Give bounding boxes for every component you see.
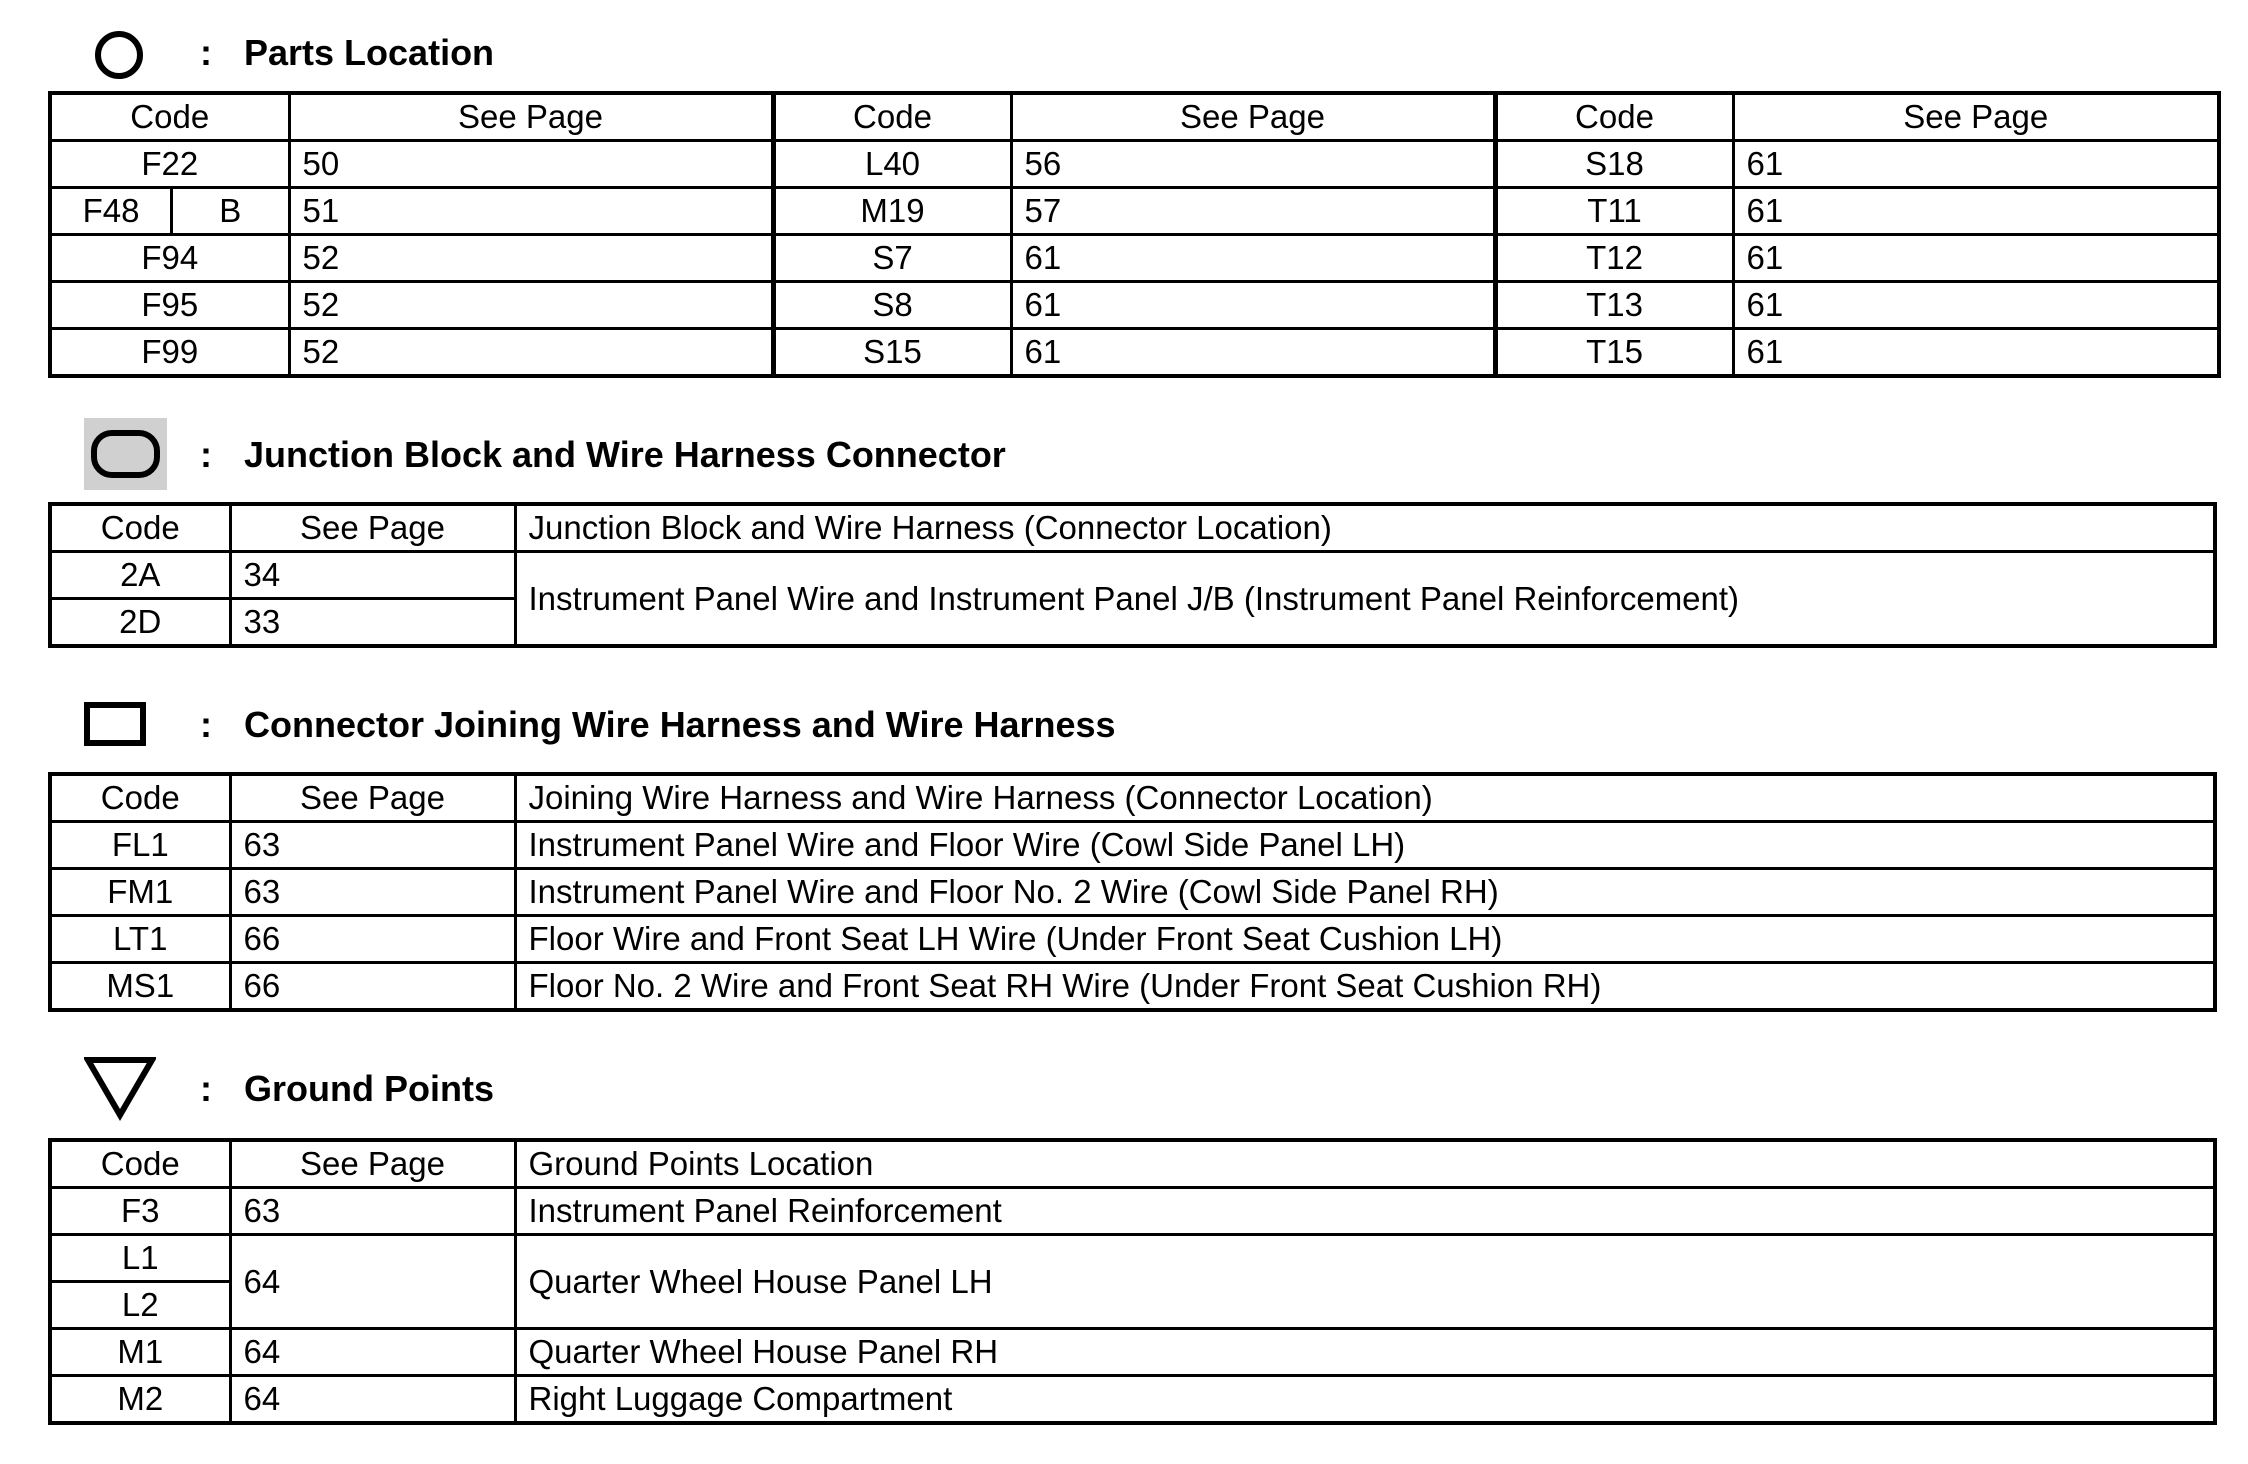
header-code: Code — [50, 774, 230, 822]
code-cell: S7 — [773, 235, 1011, 282]
header-location: Ground Points Location — [515, 1140, 2215, 1188]
page-cell: 56 — [1011, 141, 1495, 188]
header-code: Code — [773, 93, 1011, 141]
page-cell: 63 — [230, 822, 515, 869]
location-cell: Floor Wire and Front Seat LH Wire (Under Front Seat Cushion LH) — [515, 916, 2215, 963]
page-cell: 61 — [1733, 141, 2219, 188]
section-title-junction-block: Junction Block and Wire Harness Connector — [244, 434, 1006, 475]
code-cell: T12 — [1495, 235, 1733, 282]
page-cell: 61 — [1733, 282, 2219, 329]
section-title-ground-points: Ground Points — [244, 1068, 494, 1109]
page-cell: 57 — [1011, 188, 1495, 235]
junction-block-table — [48, 502, 2217, 648]
code-cell-main: F48 — [52, 189, 173, 233]
parts-location-table — [48, 91, 2221, 378]
header-code: Code — [50, 504, 230, 552]
header-location: Junction Block and Wire Harness (Connector Location) — [515, 504, 2215, 552]
table-row — [50, 1188, 2215, 1235]
page-cell: 61 — [1011, 235, 1495, 282]
code-cell: S15 — [773, 329, 1011, 377]
page-cell: 34 — [230, 552, 515, 599]
location-cell: Floor No. 2 Wire and Front Seat RH Wire (Under Front Seat Cushion RH) — [515, 963, 2215, 1011]
page-cell: 66 — [230, 916, 515, 963]
section-colon: : — [200, 434, 212, 475]
table-row — [50, 552, 2215, 599]
page-cell: 33 — [230, 599, 515, 647]
page-cell: 63 — [230, 1188, 515, 1235]
table-header-row — [50, 1140, 2215, 1188]
page-cell: 61 — [1733, 235, 2219, 282]
table-row — [50, 235, 2219, 282]
header-see-page: See Page — [289, 93, 773, 141]
code-cell: FM1 — [50, 869, 230, 916]
section-title-parts-location: Parts Location — [244, 32, 495, 73]
code-cell: M1 — [50, 1329, 230, 1376]
location-cell: Quarter Wheel House Panel RH — [515, 1329, 2215, 1376]
table-row — [50, 1376, 2215, 1424]
page-cell: 61 — [1011, 329, 1495, 377]
code-cell: F95 — [50, 282, 289, 329]
header-location: Joining Wire Harness and Wire Harness (Connector Location) — [515, 774, 2215, 822]
code-cell: S18 — [1495, 141, 1733, 188]
code-cell: T11 — [1495, 188, 1733, 235]
code-cell: LT1 — [50, 916, 230, 963]
table-header-row — [50, 504, 2215, 552]
header-see-page: See Page — [1011, 93, 1495, 141]
table-row — [50, 869, 2215, 916]
section-colon: : — [200, 1068, 212, 1109]
table-row — [50, 329, 2219, 377]
code-cell: T15 — [1495, 329, 1733, 377]
location-cell: Instrument Panel Wire and Instrument Panel J/B (Instrument Panel Reinforcement) — [515, 552, 2215, 647]
code-cell: T13 — [1495, 282, 1733, 329]
table-row — [50, 822, 2215, 869]
header-code: Code — [50, 1140, 230, 1188]
section-colon: : — [200, 704, 212, 745]
page-cell: 64 — [230, 1376, 515, 1424]
circle-icon — [94, 30, 144, 80]
code-cell: F22 — [50, 141, 289, 188]
rectangle-icon — [84, 702, 146, 746]
location-cell: Quarter Wheel House Panel LH — [515, 1235, 2215, 1329]
location-cell: Instrument Panel Wire and Floor No. 2 Wire (Cowl Side Panel RH) — [515, 869, 2215, 916]
code-cell: FL1 — [50, 822, 230, 869]
location-cell: Instrument Panel Wire and Floor Wire (Cowl Side Panel LH) — [515, 822, 2215, 869]
header-see-page: See Page — [230, 1140, 515, 1188]
header-see-page: See Page — [230, 774, 515, 822]
header-see-page: See Page — [230, 504, 515, 552]
code-cell-sub: B — [219, 192, 242, 229]
code-cell: M19 — [773, 188, 1011, 235]
page-cell: 51 — [289, 188, 773, 235]
page-cell: 66 — [230, 963, 515, 1011]
code-cell: M2 — [50, 1376, 230, 1424]
code-cell: F94 — [50, 235, 289, 282]
page-cell: 63 — [230, 869, 515, 916]
table-row — [50, 916, 2215, 963]
table-row — [50, 1235, 2215, 1282]
table-row — [50, 963, 2215, 1011]
connector-joining-table — [48, 772, 2217, 1012]
code-cell: L2 — [50, 1282, 230, 1329]
page-cell: 52 — [289, 235, 773, 282]
header-see-page: See Page — [1733, 93, 2219, 141]
table-row — [50, 188, 2219, 235]
code-cell: F99 — [50, 329, 289, 377]
page-cell: 61 — [1733, 329, 2219, 377]
inverted-triangle-icon — [84, 1055, 156, 1121]
code-cell: L1 — [50, 1235, 230, 1282]
code-cell: 2D — [50, 599, 230, 647]
page-cell: 64 — [230, 1235, 515, 1329]
section-colon: : — [200, 32, 212, 73]
header-code: Code — [1495, 93, 1733, 141]
ground-points-table — [48, 1138, 2217, 1425]
code-cell: L40 — [773, 141, 1011, 188]
code-cell-split — [50, 188, 289, 235]
header-code: Code — [50, 93, 289, 141]
location-cell: Instrument Panel Reinforcement — [515, 1188, 2215, 1235]
code-cell: MS1 — [50, 963, 230, 1011]
table-header-row — [50, 774, 2215, 822]
page-cell: 52 — [289, 329, 773, 377]
code-cell: S8 — [773, 282, 1011, 329]
section-title-connector-joining: Connector Joining Wire Harness and Wire Harness — [244, 704, 1116, 745]
page-cell: 61 — [1733, 188, 2219, 235]
code-cell: F3 — [50, 1188, 230, 1235]
rounded-rectangle-icon — [84, 418, 167, 490]
location-cell: Right Luggage Compartment — [515, 1376, 2215, 1424]
code-cell: 2A — [50, 552, 230, 599]
page-cell: 52 — [289, 282, 773, 329]
page-cell: 61 — [1011, 282, 1495, 329]
table-row — [50, 141, 2219, 188]
page-cell: 50 — [289, 141, 773, 188]
page-cell: 64 — [230, 1329, 515, 1376]
table-row — [50, 1329, 2215, 1376]
table-row — [50, 282, 2219, 329]
table-header-row — [50, 93, 2219, 141]
